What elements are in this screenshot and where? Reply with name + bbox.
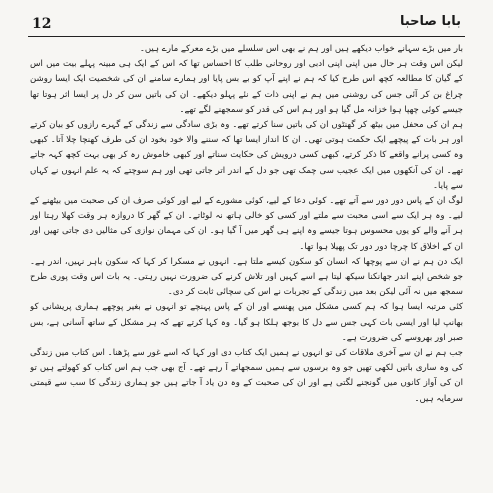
paragraph-2: لیکن اس وقت ہر حال میں اپنی اپنی ادبی اور روحانی طلب کا احساس تھا کہ اس کے ایک ہی مبینہ پہلے بیت میں اس کے گیان کا مطالعہ کچھ اس طرح کیا کہ ہم نے اپنے آپ کو بے بس پایا اور ہمارے سامنے ان کی شخصیت ایک ایسا روشن چراغ بن کر آئی جس کی روشنی میں ہم نے اپنی ذات کے نئے پہلو دیکھے۔ ان کی باتیں سن کر دل پر ایسا اثر ہوتا تھا جیسے کوئی چھپا ہوا خزانہ مل گیا ہو اور ہم اس کی قدر کو سمجھنے لگے تھے۔ <box>30 59 463 115</box>
paragraph-7: جب ہم نے ان سے آخری ملاقات کی تو انہوں نے ہمیں ایک کتاب دی اور کہا کہ اسے غور سے پڑھنا۔ اس کتاب میں زندگی کی وہ ساری باتیں لکھی تھیں جو وہ برسوں سے ہمیں سمجھاتے آ رہے تھے۔ آج بھی جب ہم اس کتاب کو کھولتے ہیں تو ان کی آواز کانوں میں گونجنے لگتی ہے اور ان کی صحبت کے وہ دن یاد آ جاتے ہیں جو ہماری زندگی کا سب سے قیمتی سرمایہ ہیں۔ <box>30 348 463 404</box>
paragraph-3: ہم ان کی محفل میں بیٹھ کر گھنٹوں ان کی باتیں سنا کرتے تھے۔ وہ بڑی سادگی سے زندگی کے گہرے رازوں کو بیان کرتے اور ہر بات کے پیچھے ایک حکمت ہوتی تھی۔ ان کا انداز ایسا تھا کہ سننے والا خود بخود ان کی طرف کھنچا چلا آتا۔ کبھی وہ کسی پرانے واقعے کا ذکر کرتے، کبھی کسی درویش کی حکایت سناتے اور کبھی خاموش رہ کر بھی بہت کچھ کہہ جاتے تھے۔ ان کی آنکھوں میں ایک عجیب سی چمک تھی جو دل کے اندر اتر جاتی تھی اور ہم سوچتے کہ یہ علم انہوں نے کہاں سے پایا۔ <box>30 120 463 191</box>
paragraph-1: بار میں بڑے سہانے خواب دیکھے ہیں اور ہم نے بھی اس سلسلے میں بڑے معرکے مارے ہیں۔ <box>139 44 463 54</box>
running-title: بابا صاحبا <box>399 14 461 29</box>
page-header <box>28 12 465 34</box>
paragraph-5: ایک دن ہم نے ان سے پوچھا کہ انسان کو سکون کیسے ملتا ہے۔ انہوں نے مسکرا کر کہا کہ سکون باہر نہیں، اندر ہے۔ جو شخص اپنے اندر جھانکنا سیکھ لیتا ہے اسے کہیں اور تلاش کرنے کی ضرورت نہیں رہتی۔ یہ بات اس وقت پوری طرح سمجھ میں نہ آئی لیکن بعد میں زندگی کے تجربات نے اس کی سچائی ثابت کر دی۔ <box>30 256 463 298</box>
body-text <box>30 42 463 487</box>
header-rule <box>28 36 465 37</box>
paragraph-4: لوگ ان کے پاس دور دور سے آتے تھے۔ کوئی دعا کے لیے، کوئی مشورے کے لیے اور کوئی صرف ان کی صحبت میں بیٹھنے کے لیے۔ وہ ہر ایک سے اسی محبت سے ملتے اور کسی کو خالی ہاتھ نہ لوٹاتے۔ ان کے گھر کا دروازہ ہر وقت کھلا رہتا اور ہر آنے والے کو یوں محسوس ہوتا جیسے وہ اپنے ہی گھر میں آ گیا ہو۔ ان کی مہمان نوازی کی مثالیں دی جاتی تھیں اور ان کے اخلاق کا چرچا دور دور تک پھیلا ہوا تھا۔ <box>30 196 463 252</box>
page-number: 12 <box>32 16 52 32</box>
paragraph-6: کئی مرتبہ ایسا ہوا کہ ہم کسی مشکل میں پھنسے اور ان کے پاس پہنچے تو انہوں نے بغیر پوچھے ہماری پریشانی کو بھانپ لیا اور ایسی بات کہی جس سے دل کا بوجھ ہلکا ہو گیا۔ وہ کہا کرتے تھے کہ ہر مشکل کے ساتھ آسانی ہے، بس صبر اور بھروسے کی ضرورت ہے۔ <box>30 302 463 343</box>
